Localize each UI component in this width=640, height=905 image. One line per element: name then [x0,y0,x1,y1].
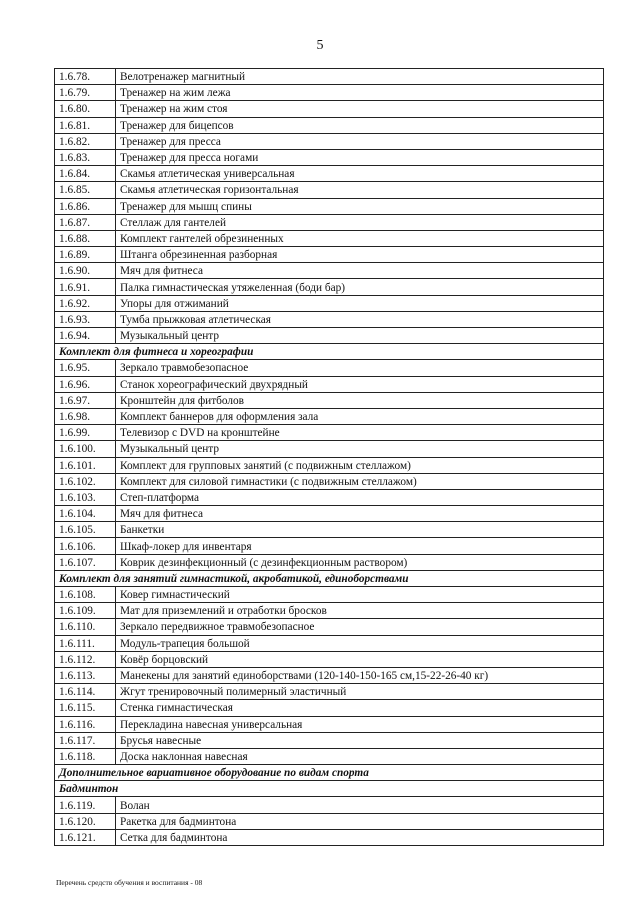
item-name: Ковёр борцовский [116,651,604,667]
item-name: Упоры для отжиманий [116,295,604,311]
equipment-table-body [55,69,604,846]
item-number: 1.6.86. [55,198,116,214]
item-name: Музыкальный центр [116,328,604,344]
item-name: Тренажер на жим лежа [116,85,604,101]
table-row [55,376,604,392]
table-row [55,538,604,554]
table-row [55,684,604,700]
item-name: Комплект баннеров для оформления зала [116,408,604,424]
table-row [55,101,604,117]
item-name: Тренажер для пресса [116,133,604,149]
item-number: 1.6.81. [55,117,116,133]
table-row [55,619,604,635]
table-row [55,425,604,441]
item-number: 1.6.85. [55,182,116,198]
item-name: Мяч для фитнеса [116,506,604,522]
table-row [55,716,604,732]
item-number: 1.6.99. [55,425,116,441]
item-number: 1.6.98. [55,408,116,424]
item-name: Скамья атлетическая горизонтальная [116,182,604,198]
item-name: Мат для приземлений и отработки бросков [116,603,604,619]
item-name: Музыкальный центр [116,441,604,457]
item-number: 1.6.84. [55,166,116,182]
item-number: 1.6.87. [55,214,116,230]
item-number: 1.6.80. [55,101,116,117]
item-number: 1.6.79. [55,85,116,101]
item-number: 1.6.92. [55,295,116,311]
table-row [55,489,604,505]
equipment-table [54,68,604,846]
item-name: Тренажер для мышц спины [116,198,604,214]
item-name: Тумба прыжковая атлетическая [116,311,604,327]
section-title: Комплект для занятий гимнастикой, акробатикой, единоборствами [55,570,604,586]
item-number: 1.6.111. [55,635,116,651]
table-row [55,473,604,489]
item-number: 1.6.121. [55,829,116,845]
table-row [55,441,604,457]
table-row [55,311,604,327]
item-name: Телевизор с DVD на кронштейне [116,425,604,441]
item-name: Штанга обрезиненная разборная [116,247,604,263]
item-name: Ковер гимнастический [116,587,604,603]
item-name: Стеллаж для гантелей [116,214,604,230]
item-name: Тренажер для бицепсов [116,117,604,133]
item-name: Велотренажер магнитный [116,69,604,85]
item-number: 1.6.107. [55,554,116,570]
item-name: Доска наклонная навесная [116,748,604,764]
table-row [55,587,604,603]
item-name: Коврик дезинфекционный (с дезинфекционным раствором) [116,554,604,570]
page-number: 5 [316,38,324,53]
item-name: Зеркало травмобезопасное [116,360,604,376]
table-row [55,214,604,230]
item-name: Сетка для бадминтона [116,829,604,845]
item-number: 1.6.117. [55,732,116,748]
item-name: Стенка гимнастическая [116,700,604,716]
item-name: Мяч для фитнеса [116,263,604,279]
item-number: 1.6.115. [55,700,116,716]
item-name: Жгут тренировочный полимерный эластичный [116,684,604,700]
item-number: 1.6.120. [55,813,116,829]
table-row [55,457,604,473]
table-row [55,522,604,538]
table-row [55,328,604,344]
table-row [55,247,604,263]
table-row [55,69,604,85]
item-number: 1.6.103. [55,489,116,505]
item-name: Станок хореографический двухрядный [116,376,604,392]
item-name: Комплект для групповых занятий (с подвижным стеллажом) [116,457,604,473]
table-row [55,166,604,182]
item-name: Комплект для силовой гимнастики (с подвижным стеллажом) [116,473,604,489]
item-number: 1.6.112. [55,651,116,667]
item-name: Тренажер на жим стоя [116,101,604,117]
table-row [55,651,604,667]
table-row [55,182,604,198]
table-row [55,554,604,570]
item-number: 1.6.105. [55,522,116,538]
section-title: Комплект для фитнеса и хореографии [55,344,604,360]
table-row [55,506,604,522]
table-row [55,149,604,165]
item-name: Степ-платформа [116,489,604,505]
item-number: 1.6.119. [55,797,116,813]
item-number: 1.6.82. [55,133,116,149]
footer-text: Перечень средств обучения и воспитания - 08 [56,878,203,887]
item-number: 1.6.94. [55,328,116,344]
item-number: 1.6.114. [55,684,116,700]
item-number: 1.6.110. [55,619,116,635]
item-number: 1.6.96. [55,376,116,392]
table-row [55,667,604,683]
section-header-row [55,781,604,797]
item-number: 1.6.90. [55,263,116,279]
item-number: 1.6.118. [55,748,116,764]
table-row [55,408,604,424]
item-number: 1.6.106. [55,538,116,554]
item-name: Тренажер для пресса ногами [116,149,604,165]
item-name: Шкаф-локер для инвентаря [116,538,604,554]
item-number: 1.6.95. [55,360,116,376]
table-row [55,392,604,408]
table-row [55,700,604,716]
item-number: 1.6.101. [55,457,116,473]
item-name: Банкетки [116,522,604,538]
section-header-row [55,344,604,360]
item-number: 1.6.104. [55,506,116,522]
item-number: 1.6.91. [55,279,116,295]
table-row [55,85,604,101]
item-number: 1.6.88. [55,230,116,246]
table-row [55,133,604,149]
table-row [55,635,604,651]
item-number: 1.6.83. [55,149,116,165]
table-row [55,279,604,295]
item-number: 1.6.93. [55,311,116,327]
item-name: Зеркало передвижное травмобезопасное [116,619,604,635]
table-row [55,263,604,279]
table-row [55,295,604,311]
section-header-row [55,570,604,586]
section-title: Дополнительное вариативное оборудование по видам спорта [55,765,604,781]
item-number: 1.6.97. [55,392,116,408]
item-name: Модуль-трапеция большой [116,635,604,651]
item-number: 1.6.89. [55,247,116,263]
section-title: Бадминтон [55,781,604,797]
table-row [55,748,604,764]
item-name: Перекладина навесная универсальная [116,716,604,732]
table-row [55,603,604,619]
item-name: Брусья навесные [116,732,604,748]
table-row [55,198,604,214]
item-name: Скамья атлетическая универсальная [116,166,604,182]
table-row [55,797,604,813]
table-row [55,230,604,246]
table-row [55,732,604,748]
item-number: 1.6.116. [55,716,116,732]
item-name: Комплект гантелей обрезиненных [116,230,604,246]
table-row [55,360,604,376]
item-number: 1.6.113. [55,667,116,683]
item-number: 1.6.108. [55,587,116,603]
item-number: 1.6.100. [55,441,116,457]
item-number: 1.6.109. [55,603,116,619]
item-name: Кронштейн для фитболов [116,392,604,408]
item-name: Палка гимнастическая утяжеленная (боди бар) [116,279,604,295]
table-row [55,117,604,133]
item-number: 1.6.102. [55,473,116,489]
table-row [55,829,604,845]
item-name: Ракетка для бадминтона [116,813,604,829]
section-header-row [55,765,604,781]
table-row [55,813,604,829]
item-number: 1.6.78. [55,69,116,85]
item-name: Манекены для занятий единоборствами (120-140-150-165 см,15-22-26-40 кг) [116,667,604,683]
item-name: Волан [116,797,604,813]
